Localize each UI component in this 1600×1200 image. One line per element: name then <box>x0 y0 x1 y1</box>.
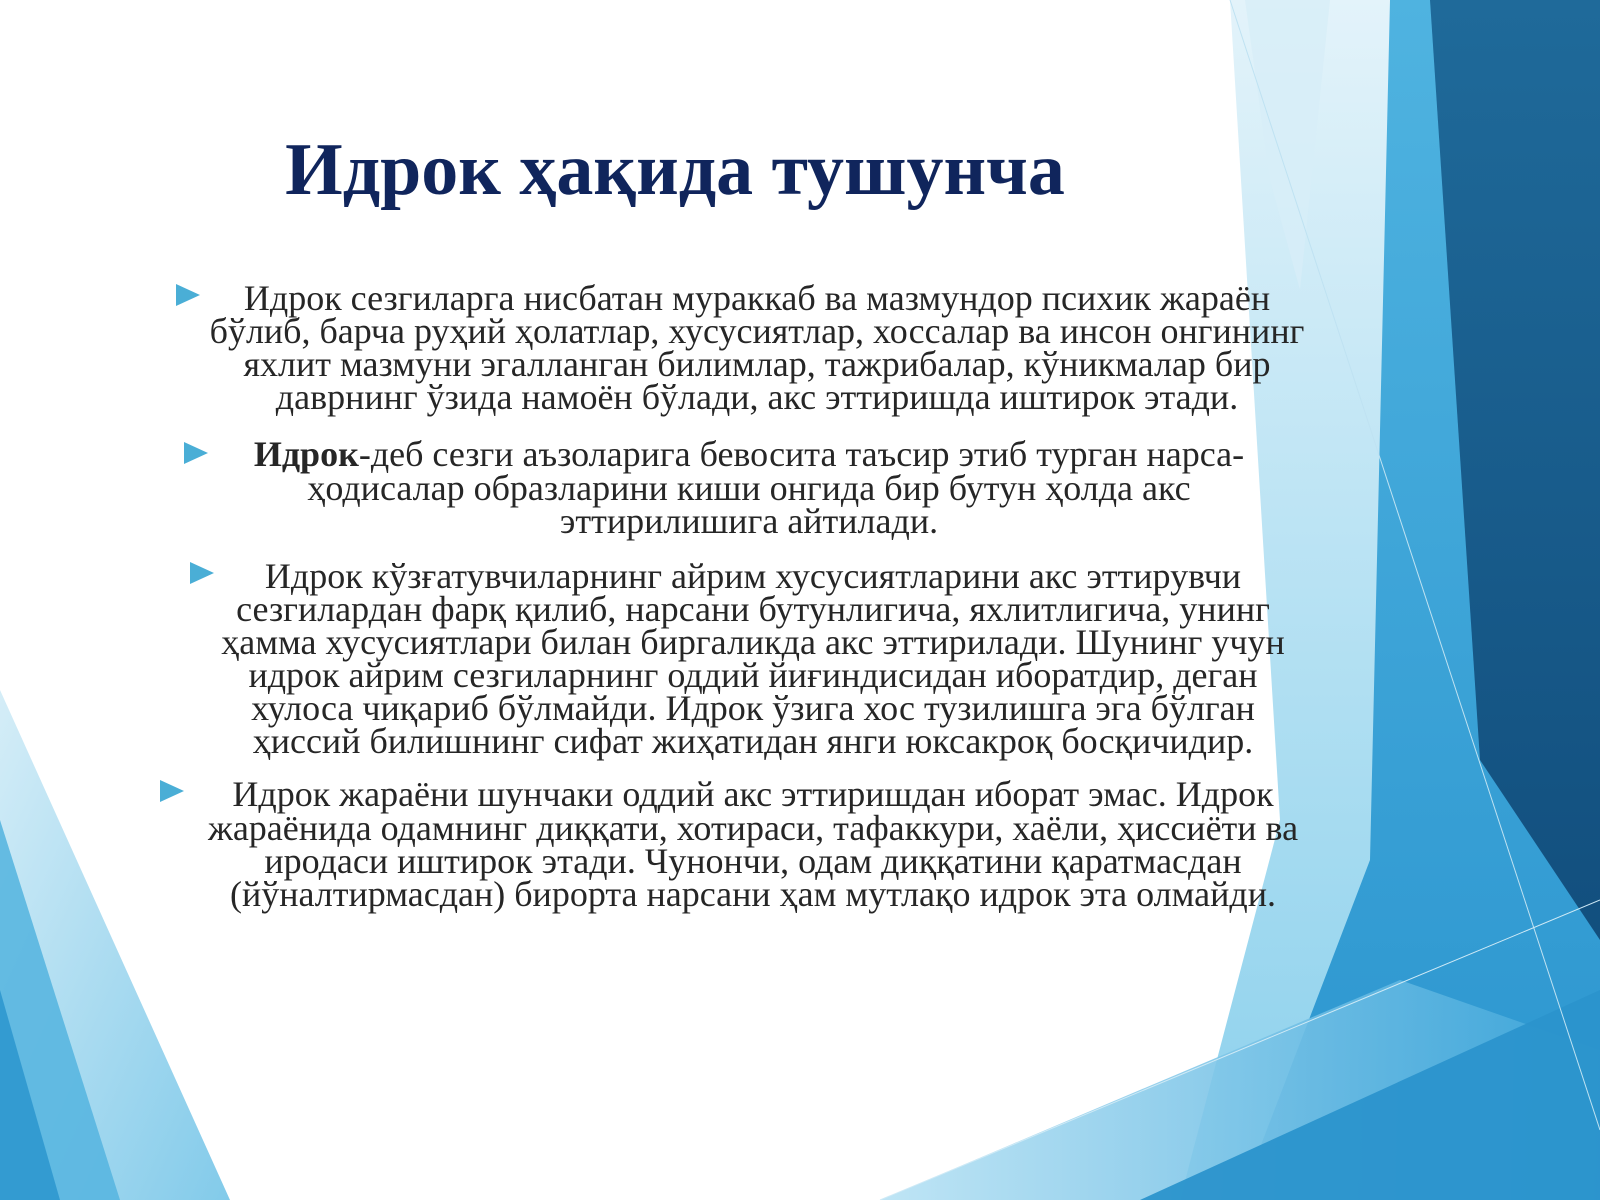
bullet-item <box>160 278 1330 418</box>
bullet-text: Идрок жараёни шунчаки оддий акс эттиришдан иборат эмас. Идрок жараёнида одамнинг диққати, хотираси, тафаккури, хаёли, ҳиссиёти ва иродаси иштирок этади. Чунончи, одам диққатини қаратмасдан (йўналтирмасдан) бирорта нарсани ҳам мутлақо идрок эта олмайди. <box>207 774 1299 914</box>
bullet-text: Идрок сезгиларга нисбатан мураккаб ва мазмундор психик жараён бўлиб, барча руҳий ҳолатлар, хусусиятлар, хоссалар ва инсон онгининг яхлит мазмуни эгалланган билимлар, тажрибалар, кўникмалар бир даврнинг ўзида намоён бўлади, акс эттиришда иштирок этади. <box>209 278 1305 418</box>
bullet-definition: -деб сезги аъзоларига бевосита таъсир этиб турган нарса-ҳодисалар образларини киши онгида бир бутун ҳолда акс эттирилишига айтилади. <box>307 434 1245 541</box>
bullet-arrow-icon <box>160 780 184 802</box>
bullet-term: Идрок <box>253 434 359 475</box>
bullet-item <box>160 555 1330 762</box>
bullet-item <box>160 434 1330 541</box>
slide-title: Идрок ҳақида тушунча <box>285 129 1065 211</box>
bullet-text: Идрок кўзғатувчиларнинг айрим хусусиятларини акс эттирувчи сезгилардан фарқ қилиб, нарсани бутунлигича, яхлитлигича, унинг ҳамма хусусиятлари билан биргаликда акс эттирилади. Шунинг учун идрок айрим сезгиларнинг оддий йиғиндисидан иборатдир, деган хулоса чиқариб бўлмайди. Идрок ўзига хос тузилишга эга бўлган ҳиссий билишнинг сифат жиҳатидан янги юксакроқ босқичидир. <box>221 555 1285 762</box>
bullet-item <box>160 774 1330 914</box>
bullet-arrow-icon <box>190 562 214 584</box>
bullet-list <box>160 278 1330 914</box>
bullet-arrow-icon <box>176 284 200 306</box>
bullet-text <box>222 434 1276 541</box>
bullet-arrow-icon <box>184 442 208 464</box>
